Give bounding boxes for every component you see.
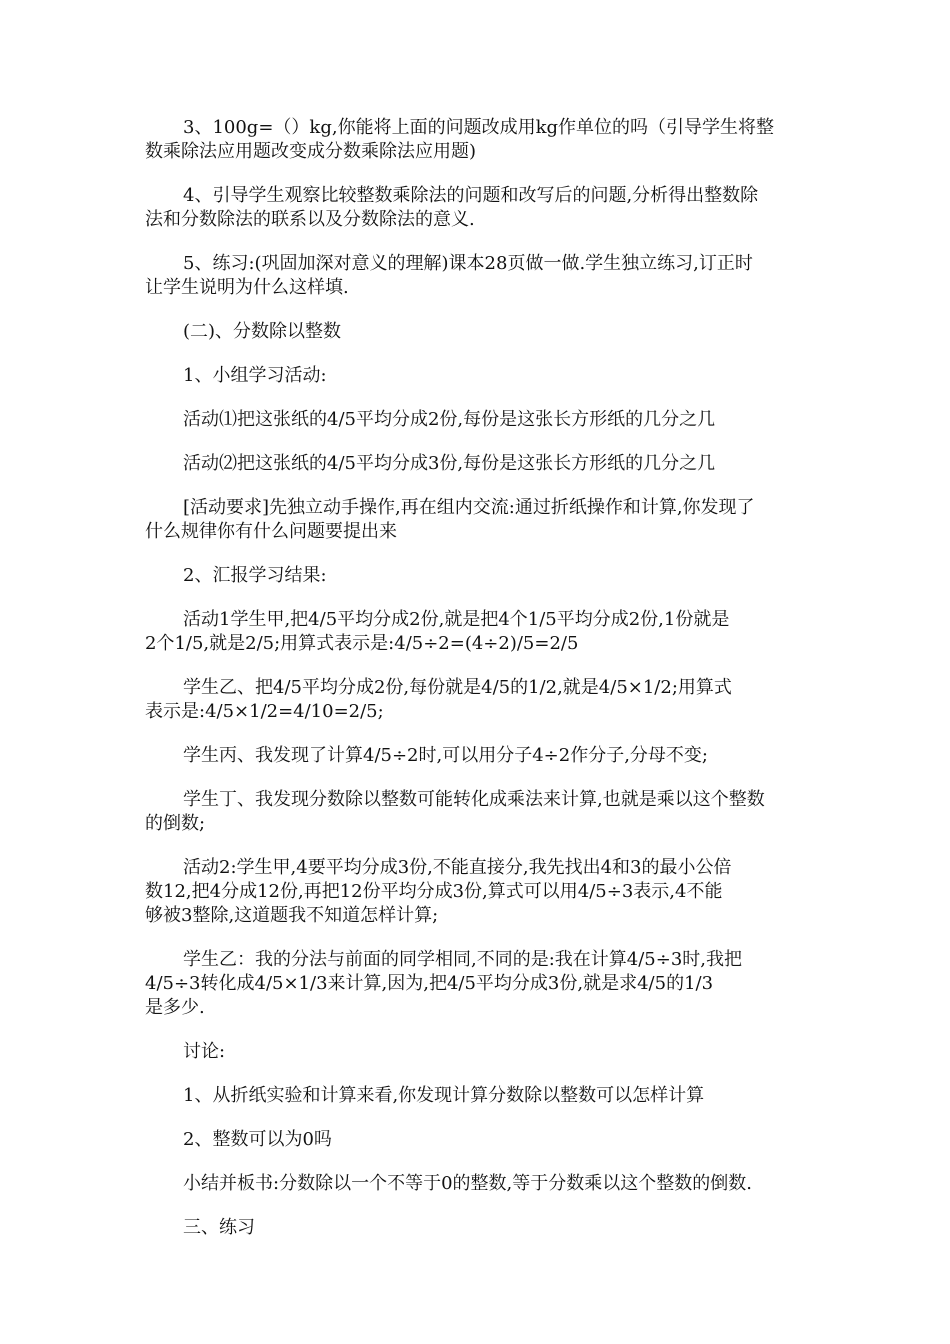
text-line: 活动2:学生甲,4要平均分成3份,不能直接分,我先找出4和3的最小公倍	[183, 857, 732, 878]
paragraph	[145, 948, 815, 1020]
text-line: 4、引导学生观察比较整数乘除法的问题和改写后的问题,分析得出整数除	[183, 185, 759, 206]
text-line: 2、汇报学习结果:	[183, 565, 327, 586]
paragraph	[145, 1216, 815, 1240]
text-line: 4/5÷3转化成4/5×1/3来计算,因为,把4/5平均分成3份,就是求4/5的1/3	[145, 973, 714, 994]
paragraph	[145, 1172, 815, 1196]
paragraph	[145, 116, 815, 164]
paragraph	[145, 452, 815, 476]
text-line: 三、练习	[183, 1217, 255, 1238]
text-line: 学生丙、我发现了计算4/5÷2时,可以用分子4÷2作分子,分母不变;	[183, 745, 708, 766]
text-line: 活动⑴把这张纸的4/5平均分成2份,每份是这张长方形纸的几分之几	[183, 409, 716, 430]
text-line: 够被3整除,这道题我不知道怎样计算;	[145, 905, 439, 926]
text-line: 活动⑵把这张纸的4/5平均分成3份,每份是这张长方形纸的几分之几	[183, 453, 716, 474]
text-line: 讨论:	[183, 1041, 226, 1062]
text-line: (二)、分数除以整数	[183, 321, 342, 342]
paragraph	[145, 1084, 815, 1108]
paragraph	[145, 788, 815, 836]
paragraph	[145, 496, 815, 544]
text-line: [活动要求]先独立动手操作,再在组内交流:通过折纸操作和计算,你发现了	[183, 497, 755, 518]
paragraph	[145, 1040, 815, 1064]
text-line: 法和分数除法的联系以及分数除法的意义.	[145, 209, 475, 230]
paragraph	[145, 1128, 815, 1152]
text-line: 数12,把4分成12份,再把12份平均分成3份,算式可以用4/5÷3表示,4不能	[145, 881, 723, 902]
text-line: 学生乙、把4/5平均分成2份,每份就是4/5的1/2,就是4/5×1/2;用算式	[183, 677, 732, 698]
paragraph	[145, 364, 815, 388]
text-line: 1、从折纸实验和计算来看,你发现计算分数除以整数可以怎样计算	[183, 1085, 705, 1106]
text-line: 学生丁、我发现分数除以整数可能转化成乘法来计算,也就是乘以这个整数	[183, 789, 765, 810]
text-line: 让学生说明为什么这样填.	[145, 277, 349, 298]
text-line: 学生乙：我的分法与前面的同学相同,不同的是:我在计算4/5÷3时,我把	[183, 949, 743, 970]
paragraph	[145, 676, 815, 724]
text-line: 活动1学生甲,把4/5平均分成2份,就是把4个1/5平均分成2份,1份就是	[183, 609, 730, 630]
text-line: 小结并板书:分数除以一个不等于0的整数,等于分数乘以这个整数的倒数.	[183, 1173, 752, 1194]
text-line: 数乘除法应用题改变成分数乘除法应用题)	[145, 141, 477, 162]
paragraph	[145, 856, 815, 928]
paragraph	[145, 744, 815, 768]
text-line: 3、100g=（）kg,你能将上面的问题改成用kg作单位的吗（引导学生将整	[183, 117, 774, 138]
paragraph	[145, 408, 815, 432]
text-line: 是多少.	[145, 997, 205, 1018]
text-line: 表示是:4/5×1/2=4/10=2/5;	[145, 701, 384, 722]
paragraph	[145, 252, 815, 300]
paragraph	[145, 320, 815, 344]
text-line: 的倒数;	[145, 813, 206, 834]
paragraph	[145, 564, 815, 588]
text-line: 1、小组学习活动:	[183, 365, 327, 386]
text-line: 2个1/5,就是2/5;用算式表示是:4/5÷2=(4÷2)/5=2/5	[145, 633, 579, 654]
text-line: 2、整数可以为0吗	[183, 1129, 332, 1150]
text-line: 什么规律你有什么问题要提出来	[145, 521, 397, 542]
text-line: 5、练习:(巩固加深对意义的理解)课本28页做一做.学生独立练习,订正时	[183, 253, 753, 274]
paragraph	[145, 608, 815, 656]
document-body	[145, 116, 815, 1260]
paragraph	[145, 184, 815, 232]
